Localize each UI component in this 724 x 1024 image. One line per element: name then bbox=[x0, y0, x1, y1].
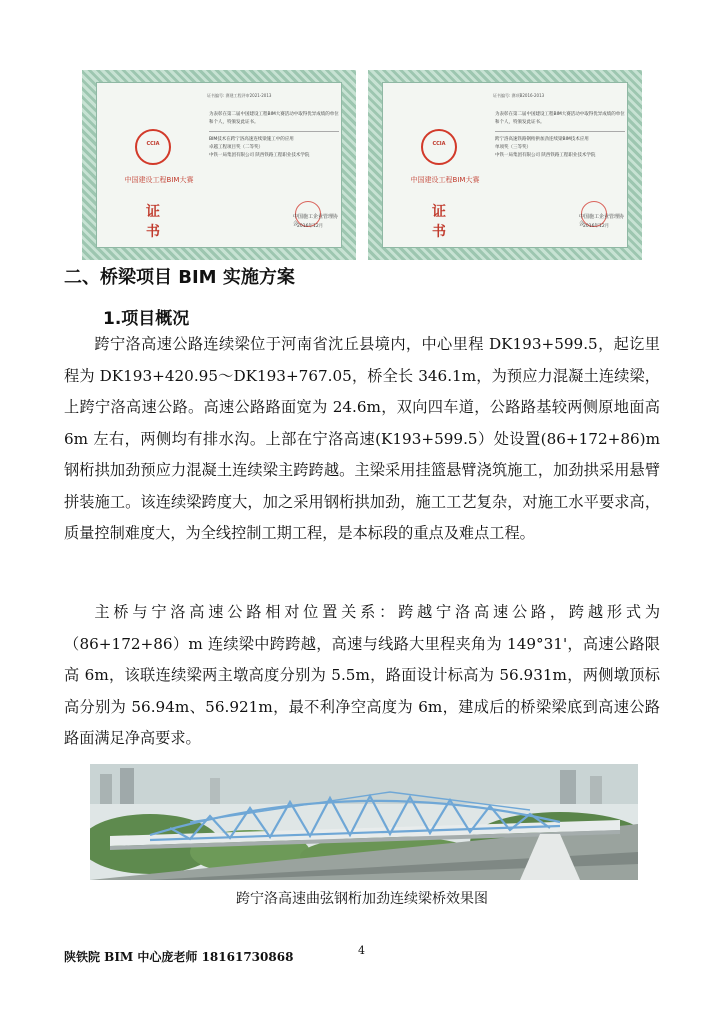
ccia-logo-icon: CCIA bbox=[135, 129, 171, 165]
certificate-body-text: 为表彰在第二届中国建设工程BIM大赛活动中取得优异成绩的单位和个人，特颁发此证书。 bbox=[495, 112, 625, 125]
certificate-body-text: 为表彰在第二届中国建设工程BIM大赛活动中取得优异成绩的单位和个人，特颁发此证书。 bbox=[209, 112, 339, 125]
certificate-contest: 中国建设工程BIM大赛 bbox=[410, 176, 480, 184]
certificate-date: 2016年12月 bbox=[297, 224, 324, 229]
certificate-right bbox=[368, 70, 642, 260]
certificate-title: 证 书 bbox=[432, 204, 458, 240]
certificate-date: 2016年12月 bbox=[583, 224, 610, 229]
subsection-heading: 1.项目概况 bbox=[103, 309, 190, 329]
certificate-award: 卓越工程项目奖（二等奖） bbox=[209, 145, 263, 150]
certificate-number: 证书编号: 赛建工程评审2021-2013 bbox=[207, 93, 272, 98]
certificate-org: 中国施工企业管理协会 bbox=[293, 214, 339, 227]
certificate-org: 中国施工企业管理协会 bbox=[579, 214, 625, 227]
certificate-award: 单项奖（三等奖） bbox=[495, 145, 531, 150]
certificate-body bbox=[209, 111, 339, 160]
bridge-render-image bbox=[90, 764, 638, 880]
certificate-panel bbox=[96, 82, 342, 248]
certificates-image bbox=[82, 70, 642, 260]
certificate-units: 中铁一局集团有限公司 陕西铁路工程职业技术学院 bbox=[209, 153, 310, 158]
footer-contact: 陕铁院 BIM 中心庞老师 18161730868 bbox=[64, 950, 294, 964]
certificate-body bbox=[495, 111, 625, 160]
paragraph-overview: 跨宁洛高速公路连续梁位于河南省沈丘县境内，中心里程 DK193+599.5，起讫里程为 DK193+420.95～DK193+767.05，桥全长 346.1m，为预应力混凝土连续梁，上跨宁洛高速公路。高速公路路面宽为 24.6m，双向四车道，公路路基较两侧原地面高 6m 左右，两侧均有排水沟。上部在宁洛高速(K193+599.5）处设置(86+172+86)m 钢桁拱加劲预应力混凝土连续梁主跨跨越。主梁采用挂篮悬臂浇筑施工，加劲拱采用悬臂拼装施工。该连续梁跨度大，加之采用钢桁拱加劲，施工工艺复杂，对施工水平要求高，质量控制难度大，为全线控制工期工程，是本标段的重点及难点工程。 bbox=[64, 335, 660, 542]
certificate-left bbox=[82, 70, 356, 260]
certificate-project: BIM技术在跨宁洛高速连续梁施工中的应用 bbox=[209, 137, 294, 142]
certificate-contest: 中国建设工程BIM大赛 bbox=[124, 176, 194, 184]
certificate-project: 跨宁洛高速铁路钢桁拱加劲连续梁BIM技术应用 bbox=[495, 137, 589, 142]
section-heading: 二、桥梁项目 BIM 实施方案 bbox=[64, 267, 295, 288]
certificate-panel bbox=[382, 82, 628, 248]
bridge-illustration-icon bbox=[90, 764, 638, 880]
page-number: 4 bbox=[358, 944, 365, 957]
certificate-number: 证书编号: 赛项B2016-2013 bbox=[493, 93, 545, 98]
figure-caption: 跨宁洛高速曲弦钢桁加劲连续梁桥效果图 bbox=[236, 891, 488, 907]
certificate-title: 证 书 bbox=[146, 204, 172, 240]
paragraph-position: 主桥与宁洛高速公路相对位置关系：跨越宁洛高速公路，跨越形式为（86+172+86）m 连续梁中跨跨越，高速与线路大里程夹角为 149°31'，高速公路限高 6m，该联连续梁两主墩高度分别为 5.5m，路面设计标高为 56.931m，两侧墩顶标高分别为 56.94m、56.921m，最不利净空高度为 6m，建成后的桥梁梁底到高速公路路面满足净高要求。 bbox=[64, 603, 660, 747]
ccia-logo-icon: CCIA bbox=[421, 129, 457, 165]
certificate-units: 中铁一局集团有限公司 陕西铁路工程职业技术学院 bbox=[495, 153, 596, 158]
